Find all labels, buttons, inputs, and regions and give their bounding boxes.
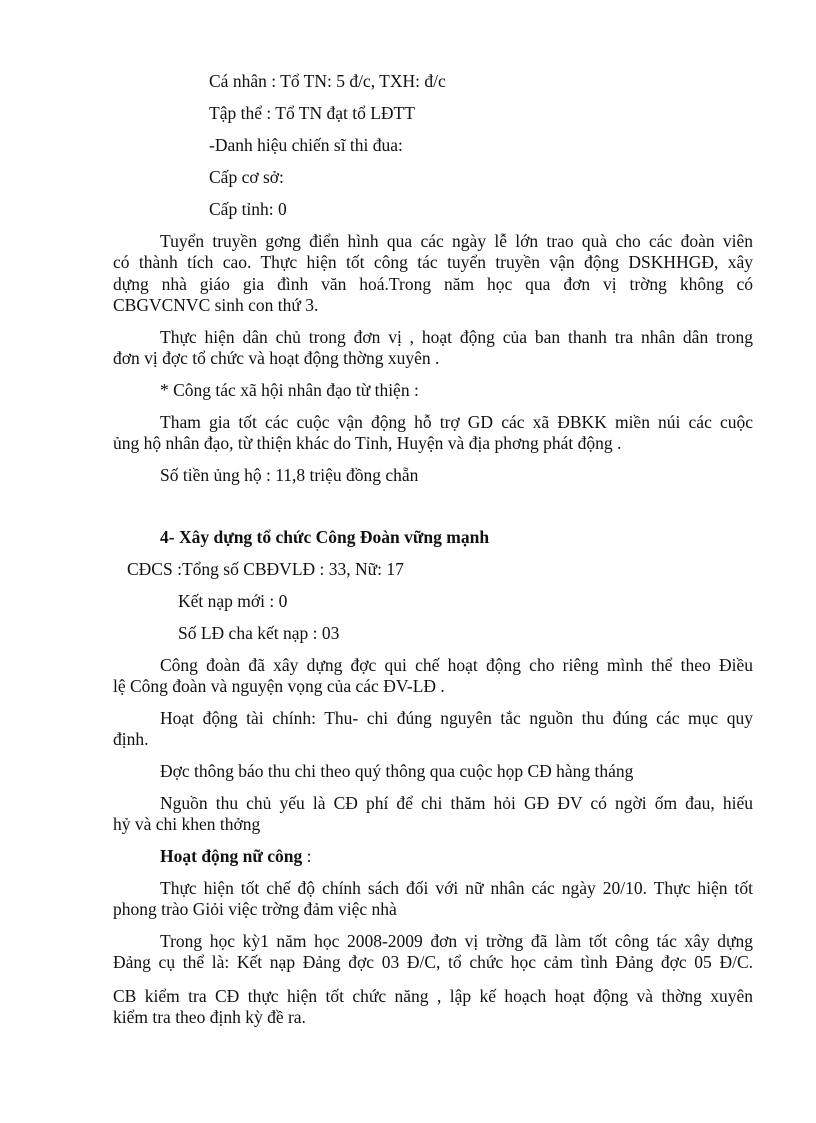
text-line: Cấp cơ sở:: [209, 167, 284, 187]
paragraph-line: hỷ và chi khen thởng: [113, 814, 261, 834]
paragraph-line: Công đoàn đã xây dựng đợc qui chế hoạt động cho riêng mình thể theo Điều: [160, 655, 753, 675]
paragraph-line: Tham gia tốt các cuộc vận động hỗ trợ GD các xã ĐBKK miền núi các cuộc: [160, 412, 753, 432]
paragraph-line: Thực hiện tốt chế độ chính sách đối với nữ nhân các ngày 20/10. Thực hiện tốt: [160, 878, 753, 898]
paragraph-line: đơn vị đợc tổ chức và hoạt động thờng xuyên .: [113, 348, 440, 368]
paragraph-line: phong trào Giỏi việc trờng đảm việc nhà: [113, 899, 397, 919]
paragraph-line: Nguồn thu chủ yếu là CĐ phí để chi thăm hỏi GĐ ĐV có ngời ốm đau, hiếu: [160, 793, 753, 813]
text-line: Cá nhân : Tổ TN: 5 đ/c, TXH: đ/c: [209, 71, 446, 91]
text-line: * Công tác xã hội nhân đạo từ thiện :: [160, 380, 419, 400]
text-line: Đợc thông báo thu chi theo quý thông qua cuộc họp CĐ hàng tháng: [160, 761, 634, 781]
paragraph-line: CB kiểm tra CĐ thực hiện tốt chức năng , lập kế hoạch hoạt động và thờng xuyên: [113, 986, 753, 1006]
paragraph-line: CBGVCNVC sinh con thứ 3.: [113, 295, 319, 315]
paragraph-line: Tuyển truyền gơng điển hình qua các ngày lễ lớn trao quà cho các đoàn viên: [160, 231, 753, 251]
paragraph-line: dựng nhà giáo gia đình văn hoá.Trong năm học qua đơn vị trờng không có: [113, 274, 753, 294]
text-line: Số tiền ủng hộ : 11,8 triệu đồng chẵn: [160, 465, 419, 485]
subheading-label: Hoạt động nữ công: [160, 846, 303, 866]
paragraph-line: ủng hộ nhân đạo, từ thiện khác do Tỉnh, Huyện và địa phơng phát động .: [113, 433, 622, 453]
text-line: Số LĐ cha kết nạp : 03: [178, 623, 340, 643]
paragraph-line: kiểm tra theo định kỳ đề ra.: [113, 1007, 306, 1027]
subheading-colon: :: [302, 846, 312, 866]
section-heading: 4- Xây dựng tổ chức Công Đoàn vững mạnh: [160, 527, 490, 547]
paragraph-line: Trong học kỳ1 năm học 2008-2009 đơn vị trờng đã làm tốt công tác xây dựng: [160, 931, 753, 951]
paragraph-line: Hoạt động tài chính: Thu- chi đúng nguyên tắc nguồn thu đúng các mục quy: [160, 708, 753, 728]
text-line: CĐCS :Tổng số CBĐVLĐ : 33, Nữ: 17: [127, 559, 404, 579]
paragraph-line: có thành tích cao. Thực hiện tốt công tác tuyển truyền vận động DSKHHGĐ, xây: [113, 252, 753, 272]
paragraph-line: định.: [113, 729, 149, 749]
paragraph-line: Thực hiện dân chủ trong đơn vị , hoạt động của ban thanh tra nhân dân trong: [160, 327, 753, 347]
subheading-line: [160, 845, 312, 867]
text-line: Tập thể : Tổ TN đạt tổ LĐTT: [209, 103, 415, 123]
text-line: Kết nạp mới : 0: [178, 591, 288, 611]
text-line: -Danh hiệu chiến sĩ thi đua:: [209, 135, 403, 155]
paragraph-line: lệ Công đoàn và nguyện vọng của các ĐV-LĐ .: [113, 676, 445, 696]
paragraph-line: Đảng cụ thể là: Kết nạp Đảng đợc 03 Đ/C, tổ chức học cảm tình Đảng đợc 05 Đ/C.: [113, 952, 753, 972]
text-line: Cấp tỉnh: 0: [209, 199, 287, 219]
